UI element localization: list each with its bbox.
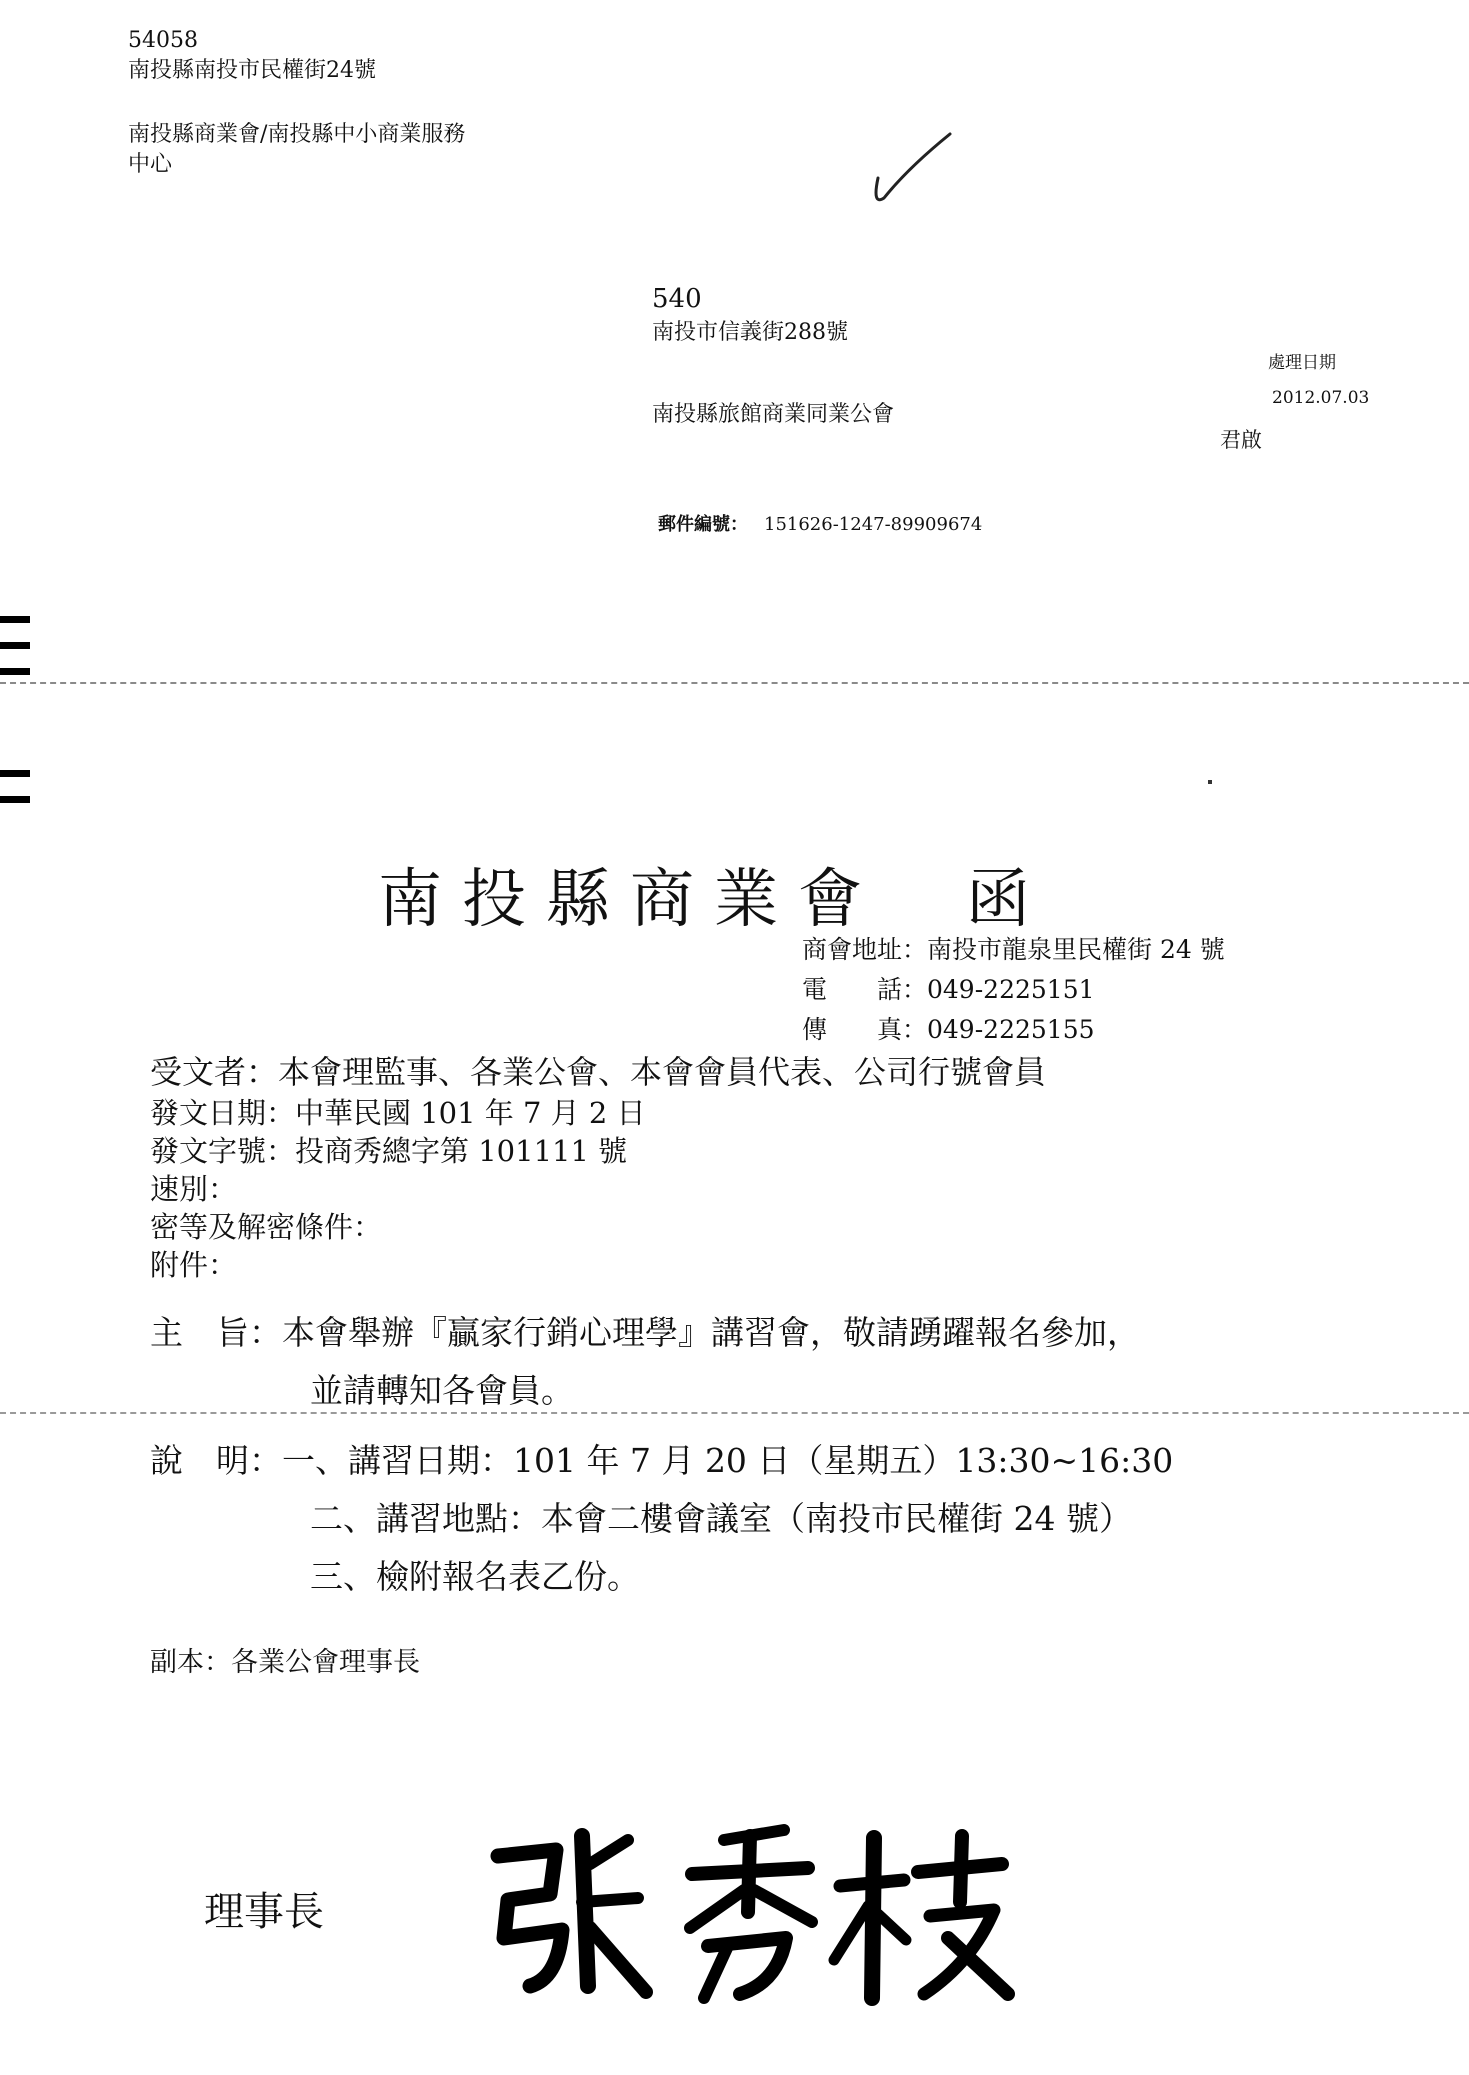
explanation-line-2: 二、講習地點：本會二樓會議室（南投市民權街 24 號） (310, 1499, 1132, 1538)
fold-mark (0, 642, 30, 649)
mail-number (658, 510, 982, 536)
org-fax: 傳 真：049-2225155 (802, 1015, 1095, 1044)
handwritten-check-mark (868, 128, 968, 218)
sender-address: 南投縣南投市民權街24號 (128, 58, 376, 83)
subject-line-2: 並請轉知各會員。 (310, 1371, 574, 1410)
processing-date: 2012.07.03 (1272, 388, 1370, 408)
letterhead-title: 南投縣商業會 函 (378, 863, 1050, 937)
subject-section (150, 1304, 1140, 1420)
recipient-address: 南投市信義街288號 (652, 320, 848, 345)
recipient-block (652, 282, 894, 432)
sender-zip: 54058 (128, 28, 198, 53)
fold-divider (0, 1412, 1469, 1414)
letterhead-contact (802, 930, 1225, 1050)
sender-org-line1: 南投縣商業會/南投縣中小商業服務 (128, 122, 466, 147)
recipients-line: 受文者：本會理監事、各業公會、本會會員代表、公司行號會員 (150, 1053, 1047, 1091)
attachment: 附件： (150, 1248, 238, 1282)
explanation-line-1: 說 明：一、講習日期：101 年 7 月 20 日（星期五）13:30~16:30 (150, 1441, 1174, 1480)
recipient-org: 南投縣旅館商業同業公會 (652, 402, 895, 427)
mail-number-label: 郵件編號： (658, 514, 748, 535)
junqi-salutation: 君啟 (1220, 428, 1262, 452)
chairman-signature (478, 1810, 1018, 2010)
subject-line-1: 主 旨：本會舉辦『贏家行銷心理學』講習會，敬請踴躍報名參加， (150, 1313, 1140, 1352)
chairman-label: 理事長 (204, 1889, 324, 1935)
explanation-section (150, 1432, 1173, 1606)
explanation-line-3: 三、檢附報名表乙份。 (310, 1557, 640, 1596)
mail-number-value: 151626-1247-89909674 (764, 514, 983, 535)
issue-date: 發文日期：中華民國 101 年 7 月 2 日 (150, 1096, 646, 1130)
org-address: 商會地址：南投市龍泉里民權街 24 號 (802, 935, 1225, 964)
org-phone: 電 話：049-2225151 (802, 975, 1095, 1004)
recipient-zip: 540 (652, 284, 702, 314)
processing-date-label: 處理日期 (1268, 353, 1336, 373)
fold-mark (0, 616, 30, 623)
document-header (150, 1050, 1046, 1284)
document-number: 發文字號：投商秀總字第 101111 號 (150, 1134, 628, 1168)
fold-mark (0, 668, 30, 675)
fold-mark (0, 770, 30, 777)
fold-mark (0, 796, 30, 803)
copy-to: 副本：各業公會理事長 (150, 1647, 420, 1678)
secrecy-level: 密等及解密條件： (150, 1210, 383, 1244)
sender-block (128, 26, 465, 180)
sender-org-line2: 中心 (128, 152, 173, 177)
scan-speck (1208, 780, 1212, 784)
fold-divider (0, 682, 1469, 684)
speed-class: 速別： (150, 1172, 238, 1206)
